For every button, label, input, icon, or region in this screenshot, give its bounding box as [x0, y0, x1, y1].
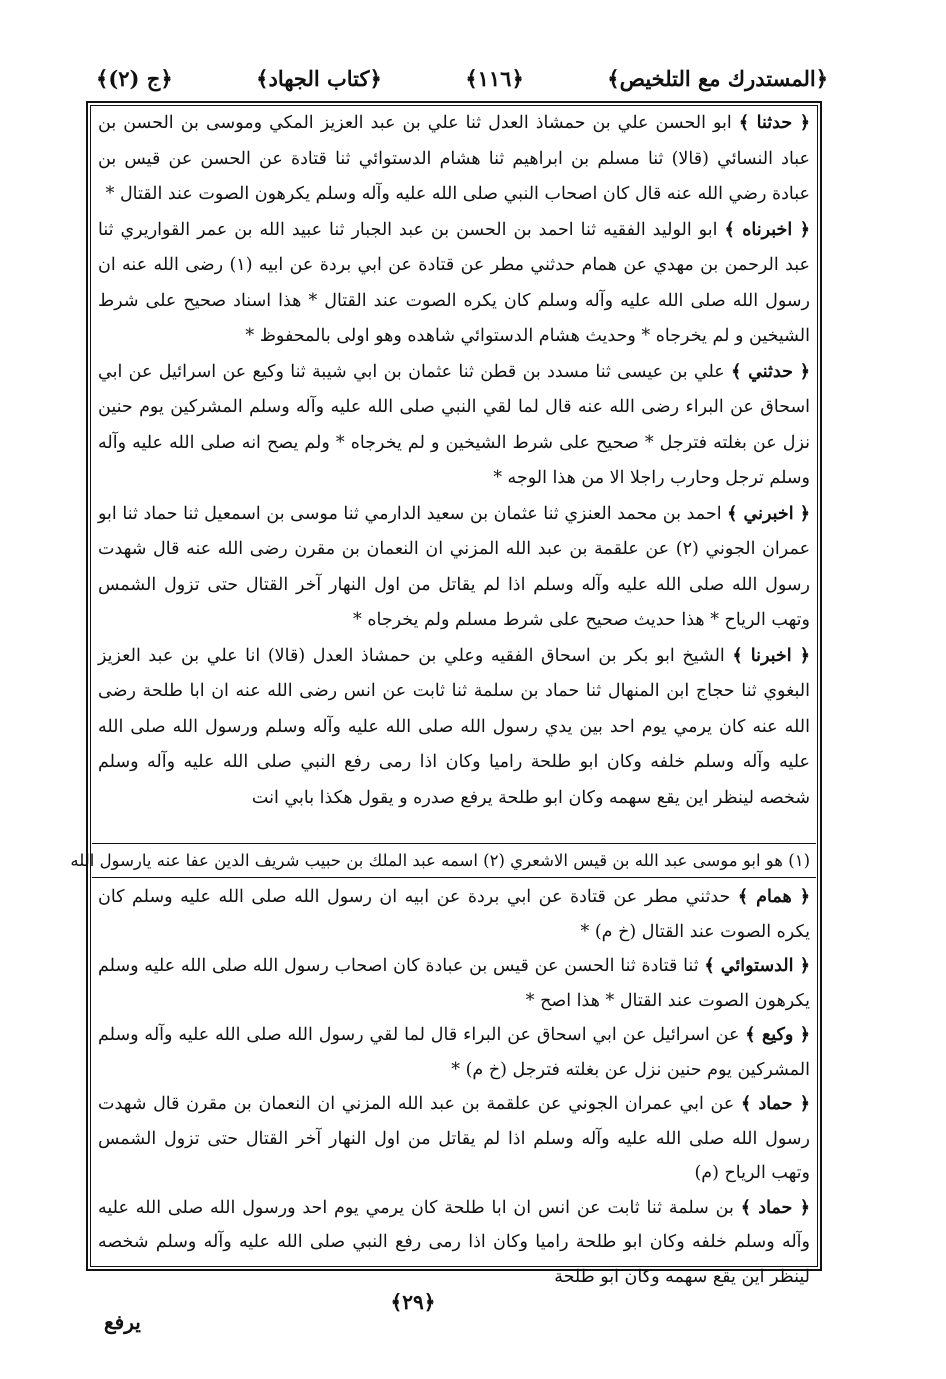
page-number: ﴿٢٩﴾ — [390, 1290, 436, 1314]
summary-label: ﴿ وكيع ﴾ — [745, 1025, 810, 1045]
chapter-title: ﴿كتاب الجهاد﴾ — [256, 65, 382, 91]
summary-paragraph — [92, 1087, 816, 1191]
hadith-label: ﴿ اخبرنا ﴾ — [732, 645, 810, 666]
header-page-number: ﴿١١٦﴾ — [465, 65, 524, 91]
summary-text: ثنا قتادة ثنا الحسن عن قيس بن عبادة كان اصحاب رسول الله صلى الله عليه وسلم يكرهون الصوت عند القتال * هذا اصح * — [98, 956, 810, 1011]
catchword: يرفع — [104, 1310, 141, 1334]
hadith-text: ابو الوليد الفقيه ثنا احمد بن الحسن بن عبد الجبار ثنا عبيد الله بن عمر القواريري ثنا عبد الرحمن بن مهدي عن همام حدثني مطر عن قتادة عن ابي بردة عن ابيه (١) رضى الله عنه ان رسول الله صلى الله عليه وآله وسلم كان يكره الصوت عند القتال * هذا اسناد صحيح على شرط الشيخين و لم يخرجاه * وحديث هشام الدستوائي شاهده وهو اولى بالمحفوظ * — [98, 219, 810, 346]
footnotes: (١) هو ابو موسى عبد الله بن قيس الاشعري (٢) اسمه عبد الملك بن حبيب شريف الدين عفا عنه يارسول الله — [70, 851, 810, 870]
summary-label: ﴿ همام ﴾ — [737, 887, 810, 907]
hadith-paragraph — [92, 639, 816, 817]
running-header — [96, 58, 828, 98]
summary-text: بن سلمة ثنا ثابت عن انس ان ابا طلحة كان يرمي يوم احد ورسول الله صلى الله عليه وآله وسلم خلفه وكان ابو طلحة راميا وكان اذا رمى رفع النبي صلى الله عليه وآله وسلم شخصه لينظر اين يقع سهمه وكان ابو طلحة — [98, 1197, 810, 1287]
hadith-text: الشيخ ابو بكر بن اسحاق الفقيه وعلي بن حمشاذ العدل (قالا) انا علي بن عبد العزيز البغوي ثنا حجاج ابن المنهال ثنا حماد بن سلمة ثنا ثابت عن انس رضى الله عنه ان ابا طلحة رضى الله عنه كان يرمي يوم احد بين يدي رسول الله صلى الله عليه وآله وسلم ورسول الله صلى الله عليه وآله وسلم خلفه وكان ابو طلحة راميا وكان اذا رمى رفع النبي صلى الله عليه وآله وسلم شخصه لينظر اين يقع سهمه وكان ابو طلحة يرفع صدره و يقول هكذا بابي انت — [98, 645, 810, 808]
hadith-text: ابو الحسن علي بن حمشاذ العدل ثنا علي بن عبد العزيز المكي وموسى بن الحسن بن عباد النسائي (قالا) ثنا مسلم بن ابراهيم ثنا هشام الدستوائي ثنا قتادة عن الحسن عن قيس بن عبادة رضي الله عنه قال كان اصحاب النبي صلى الله عليه وآله وسلم يكرهون الصوت عند القتال * — [98, 113, 810, 204]
hadith-text: علي بن عيسى ثنا مسدد بن قطن ثنا عثمان بن ابي شيبة ثنا وكيع عن اسرائيل عن ابي اسحاق عن البراء رضى الله عنه قال لما لقي النبي صلى الله عليه وآله وسلم المشركين يوم حنين نزل عن بغلته فترجل * صحيح على شرط الشيخين و لم يخرجاه * ولم يصح انه صلى الله عليه وآله وسلم ترجل وحارب راجلا الا من هذا الوجه * — [98, 361, 810, 488]
hadith-label: ﴿ حدثنا ﴾ — [738, 113, 810, 133]
hadith-label: ﴿ اخبرناه ﴾ — [724, 219, 810, 240]
summary-paragraph — [92, 880, 816, 949]
volume-number: ﴿ج (٢)﴾ — [96, 65, 173, 91]
book-title: ﴿المستدرك مع التلخيص﴾ — [607, 65, 828, 91]
hadith-paragraph — [92, 106, 816, 213]
footnote-separator-top — [92, 843, 816, 844]
summary-paragraph — [92, 1191, 816, 1295]
hadith-paragraph — [92, 355, 816, 497]
hadith-text: احمد بن محمد العنزي ثنا عثمان بن سعيد الدارمي ثنا موسى بن اسمعيل ثنا حماد ثنا ابو عمران الجوني (٢) عن علقمة بن عبد الله المزني ان النعمان بن مقرن رضى الله عنه قال شهدت رسول الله صلى الله عليه وآله وسلم اذا لم يقاتل من اول النهار آخر القتال حتى تزول الشمس وتهب الرياح * هذا حديث صحيح على شرط مسلم ولم يخرجاه * — [98, 503, 811, 630]
main-text — [92, 106, 816, 841]
summary-paragraph — [92, 949, 816, 1018]
summary-text: عن اسرائيل عن ابي اسحاق عن البراء قال لما لقي رسول الله صلى الله عليه وآله وسلم المشركين يوم حنين نزل عن بغلته فترجل (خ م) * — [98, 1025, 810, 1080]
summary-label: ﴿ الدستوائي ﴾ — [704, 956, 810, 976]
hadith-label: ﴿ اخبرني ﴾ — [727, 503, 810, 524]
hadith-paragraph — [92, 213, 816, 355]
summary-label: ﴿ حماد ﴾ — [740, 1197, 810, 1218]
summary-text: عن ابي عمران الجوني عن علقمة بن عبد الله المزني ان النعمان بن مقرن قال شهدت رسول الله صلى الله عليه وآله وسلم اذا لم يقاتل من اول النهار آخر القتال حتى تزول الشمس وتهب الرياح (م) — [98, 1094, 810, 1183]
footnote-separator-bottom — [92, 877, 816, 878]
summary-label: ﴿ حماد ﴾ — [740, 1094, 810, 1114]
summary-paragraph — [92, 1018, 816, 1087]
summary-text: حدثني مطر عن قتادة عن ابي بردة عن ابيه ان رسول الله صلى الله عليه وسلم كان يكره الصوت عند القتال (خ م) * — [98, 887, 810, 942]
text-block — [70, 106, 816, 1287]
hadith-paragraph — [92, 497, 816, 639]
talkhis-summary — [92, 880, 816, 1287]
hadith-label: ﴿ حدثني ﴾ — [731, 361, 810, 382]
